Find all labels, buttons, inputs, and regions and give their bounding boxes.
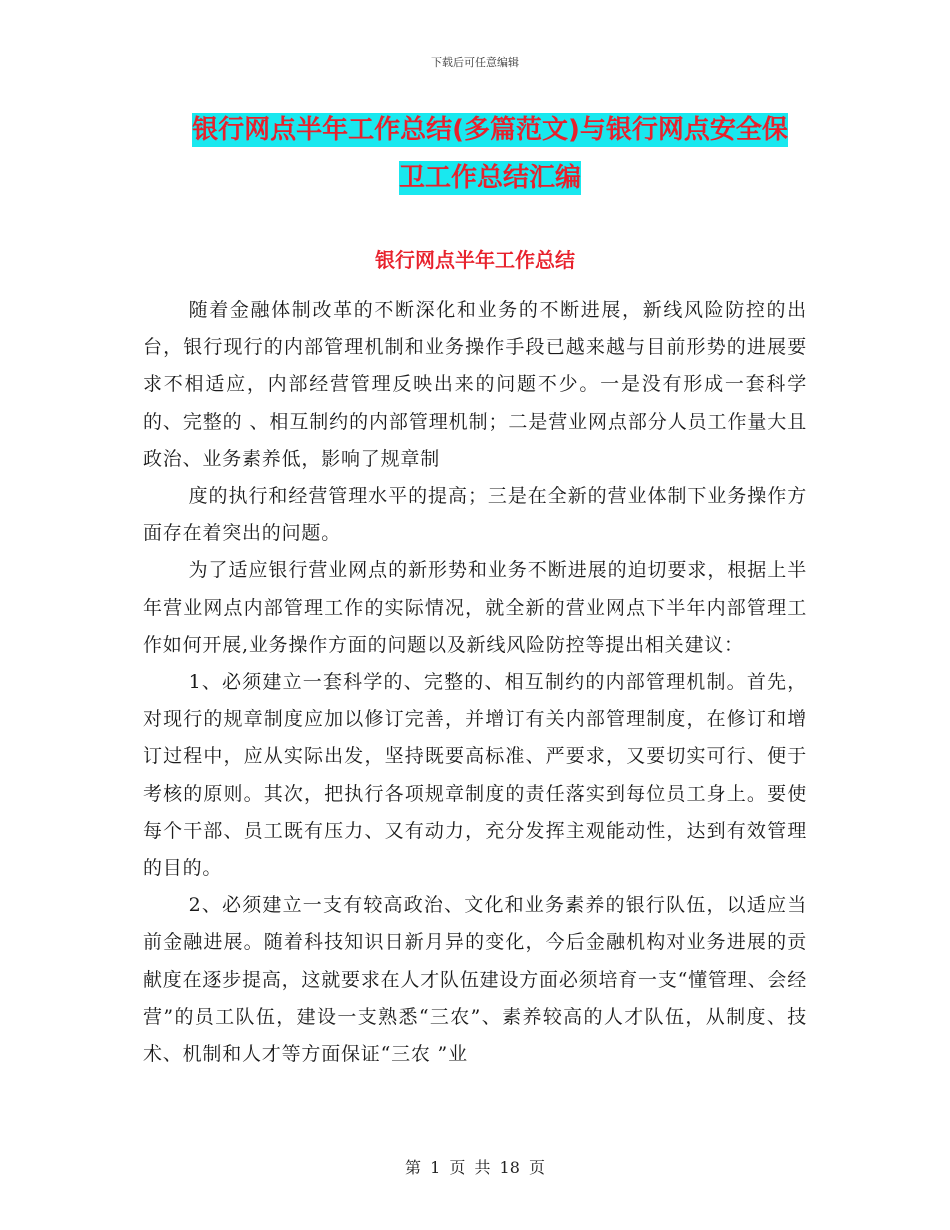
paragraph: 2、必须建立一支有较高政治、文化和业务素养的银行队伍，以适应当前金融进展。随着科技知识日新月异的变化，今后金融机构对业务进展的贡献度在逐步提高，这就要求在人才队伍建设方面必须培育一支“懂管理、会经营”的员工队伍，建设一支熟悉“三农”、素养较高的人才队伍，从制度、技术、机制和人才等方面保证“三农 ”业 xyxy=(143,894,807,1066)
document-title xyxy=(140,106,840,202)
header-note: 下载后可任意编辑 xyxy=(431,56,519,69)
paragraph: 为了适应银行营业网点的新形势和业务不断进展的迫切要求，根据上半年营业网点内部管理工作的实际情况，就全新的营业网点下半年内部管理工作如何开展,业务操作方面的问题以及新线风险防控等提出相关建议： xyxy=(143,559,807,656)
title-line-1: 银行网点半年工作总结(多篇范文)与银行网点安全保 xyxy=(192,115,788,145)
title-line-2: 卫工作总结汇编 xyxy=(398,163,581,193)
document-body xyxy=(143,292,807,1073)
paragraph: 1、必须建立一套科学的、完整的、相互制约的内部管理机制。首先，对现行的规章制度应加以修订完善，并增订有关内部管理制度，在修订和增订过程中，应从实际出发，坚持既要高标准、严要求，又要切实可行、便于考核的原则。其次，把执行各项规章制度的责任落实到每位员工身上。要使每个干部、员工既有压力、又有动力，充分发挥主观能动性，达到有效管理的目的。 xyxy=(143,671,807,880)
paragraph: 随着金融体制改革的不断深化和业务的不断进展，新线风险防控的出台，银行现行的内部管理机制和业务操作手段已越来越与目前形势的进展要求不相适应，内部经营管理反映出来的问题不少。一是没有形成一套科学的、完整的 、相互制约的内部管理机制；二是营业网点部分人员工作量大且政治、业务素养低，影响了规章制 xyxy=(143,299,807,470)
paragraph: 度的执行和经营管理水平的提高；三是在全新的营业体制下业务操作方面存在着突出的问题。 xyxy=(143,485,807,545)
page-footer: 第 1 页 共 18 页 xyxy=(405,1158,545,1177)
section-title: 银行网点半年工作总结 xyxy=(375,248,575,272)
